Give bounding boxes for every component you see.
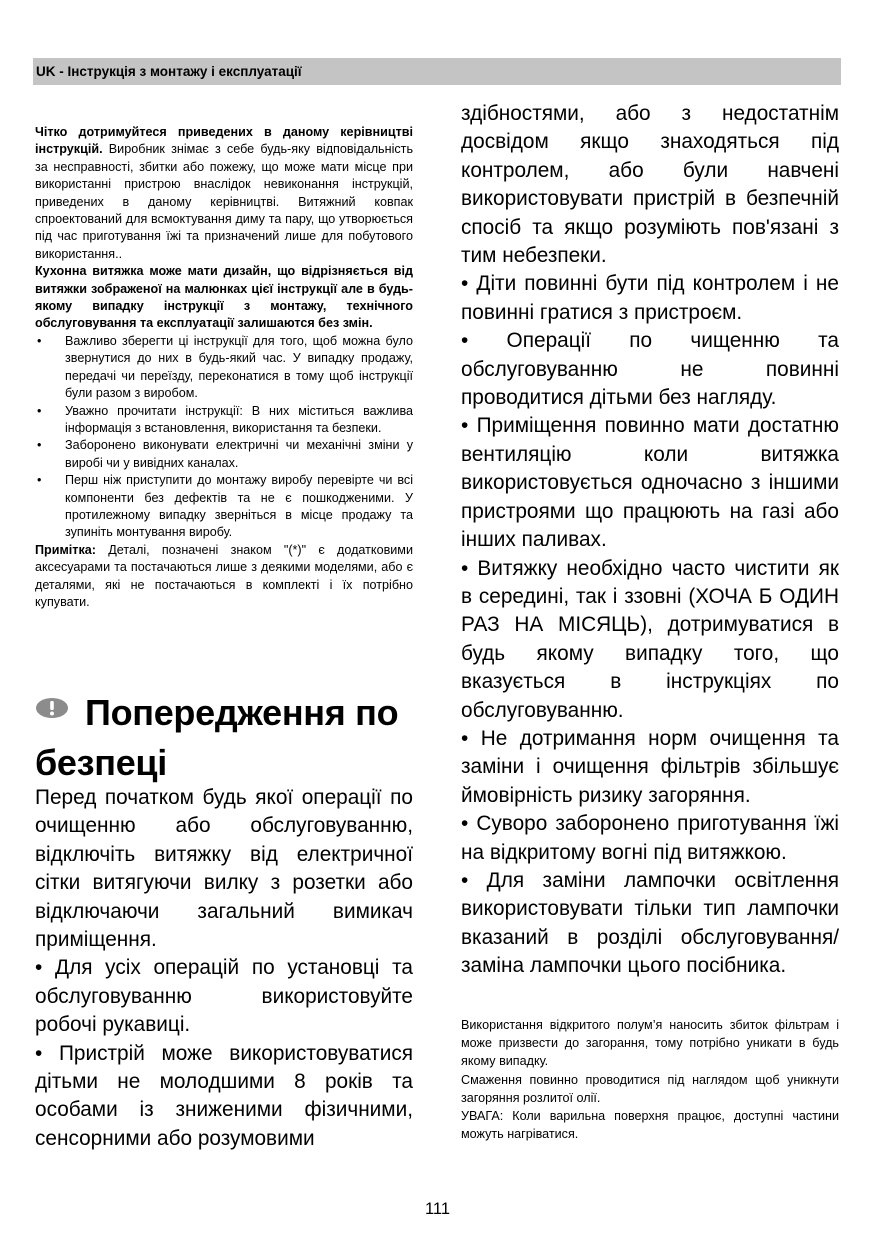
safety-paragraph: • Операції по чищенню та обслуговуванню не повинні проводитися дітьми без нагляду. [461,329,839,410]
note-paragraph [35,542,413,612]
small-note: Використання відкритого полум’я наносить збиток фільтрам і може призвести до загорання, тому потрібно уникати в будь якому випадку. [461,1018,839,1069]
intro-text: Виробник знімає з себе будь-яку відповідальність за несправності, збитки або пожежу, що може мати місце при використанні пристрою внаслідок невиконання інструкцій, приведених в даному керівництві. Витяжний ковпак спроектований для всмоктування диму та пару, що утворюється під час приготування їжі та призначений лише для побутового використання.. [35,142,413,261]
list-item-text: Важливо зберегти ці інструкції для того, щоб можна було звернутися до них в будь-який час. У випадку продажу, передачі чи переїзду, переконатися в тому щоб інструкції були разом з виробом. [65,333,413,401]
safety-paragraph: • Не дотримання норм очищення та заміни і очищення фільтрів збільшує ймовірність ризику загоряння. [461,726,839,807]
list-item-text: Уважно прочитати інструкції: В них міститься важлива інформація з встановлення, використання та безпеки. [65,403,413,435]
safety-heading [35,688,435,788]
list-item: • Важливо зберегти ці інструкції для того, щоб можна було звернутися до них в будь-який час. У випадку продажу, передачі чи переїзду, переконатися в тому щоб інструкції були разом з виробом. [37,333,413,401]
list-item: • Заборонено виконувати електричні чи механічні зміни у виробі чи у вивідних каналах. [37,438,413,470]
safety-paragraph: • Для заміни лампочки освітлення використовувати тільки тип лампочки вказаний в розділі обслуговування/заміна лампочки цього посібника. [461,868,839,978]
safety-paragraph: • Для усіх операцій по установці та обслуговуванню використовуйте робочі рукавиці. [35,956,413,1037]
design-note-text: Кухонна витяжка може мати дизайн, що відрізняється від витяжки зображеної на малюнках цієї інструкції але в будь-якому випадку інструкції з монтажу, технічного обслуговування та експлуатації залишаются без змін. [35,264,413,331]
page-number: 111 [424,1200,451,1218]
page-header [33,58,841,85]
list-item: • Перш ніж приступити до монтажу виробу перевірте чи всі компоненти без дефектів та не є пошкодженими. У протилежному випадку зверніться в місце продажу та зупиніть монтування виробу. [37,473,413,540]
safety-paragraph: • Витяжку необхідно часто чистити як в середині, так і ззовні (ХОЧА Б ОДИН РАЗ НА МІСЯЦЬ), дотримуватися в будь якому випадку того, що вказується в інструкціях по обслуговуванню. [461,556,839,722]
list-item-text: Перш ніж приступити до монтажу виробу перевірте чи всі компоненти без дефектів та не є пошкодженими. У протилежному випадку зверніться в місце продажу та зупиніть монтування виробу. [65,473,413,540]
safety-title: Попередження по безпеці [35,692,399,783]
safety-right-column [461,100,839,981]
list-item: • Уважно прочитати інструкції: В них міститься важлива інформація з встановлення, використання та безпеки. [37,403,413,435]
design-note [35,263,413,333]
safety-paragraph: • Суворо заборонено приготування їжі на відкритому вогні під витяжкою. [461,812,839,864]
safety-left-column [35,784,413,1153]
safety-paragraph: • Приміщення повинно мати достатню вентиляцію коли витяжка використовується одночасно з іншими пристроями що працюють на газі або інших паливах. [461,414,839,552]
safety-paragraph: здібностями, або з недостатнім досвідом якщо знаходяться під контролем, або були навчені використовувати пристрій в безпечній спосіб та якщо розуміють пов'язані з тим небезпеки. [461,102,839,268]
intro-paragraph [35,124,413,263]
list-item-text: Заборонено виконувати електричні чи механічні зміни у виробі чи у вивідних каналах. [65,438,413,470]
intro-bold: Чітко дотримуйтеся приведених в даному керівництві інструкцій. [35,125,413,157]
small-note: УВАГА: Коли варильна поверхня працює, доступні частини можуть нагріватися. [461,1109,839,1142]
safety-small-notes [461,1016,839,1143]
safety-paragraph: • Пристрій може використовуватися дітьми не молодшими 8 років та особами із зниженими фізичними, сенсорними або розумовими [35,1041,413,1150]
header-title: UK - Інструкція з монтажу і експлуатації [36,64,302,79]
intro-section [35,124,413,611]
note-text: Деталі, позначені знаком "(*)" є додатковими аксесуарами та постачаються лише з деякими моделями, або є деталями, які не постачаються в комплекті і їх потрібно купувати. [35,542,413,609]
note-label: Примітка: [35,542,96,557]
warning-icon [35,697,69,719]
small-note: Смаження повинно проводитися під наглядом щоб уникнути загоряння розлитої олії. [461,1072,839,1105]
safety-paragraph: • Діти повинні бути під контролем і не повинні гратися з пристроєм. [461,272,839,324]
intro-bullet-list [35,333,413,542]
safety-paragraph: Перед початком будь якої операції по очищенню або обслуговуванню, відключіть витяжку від електричної сітки витягуючи вилку з розетки або відключаючи загальний вимикач приміщення. [35,786,413,952]
